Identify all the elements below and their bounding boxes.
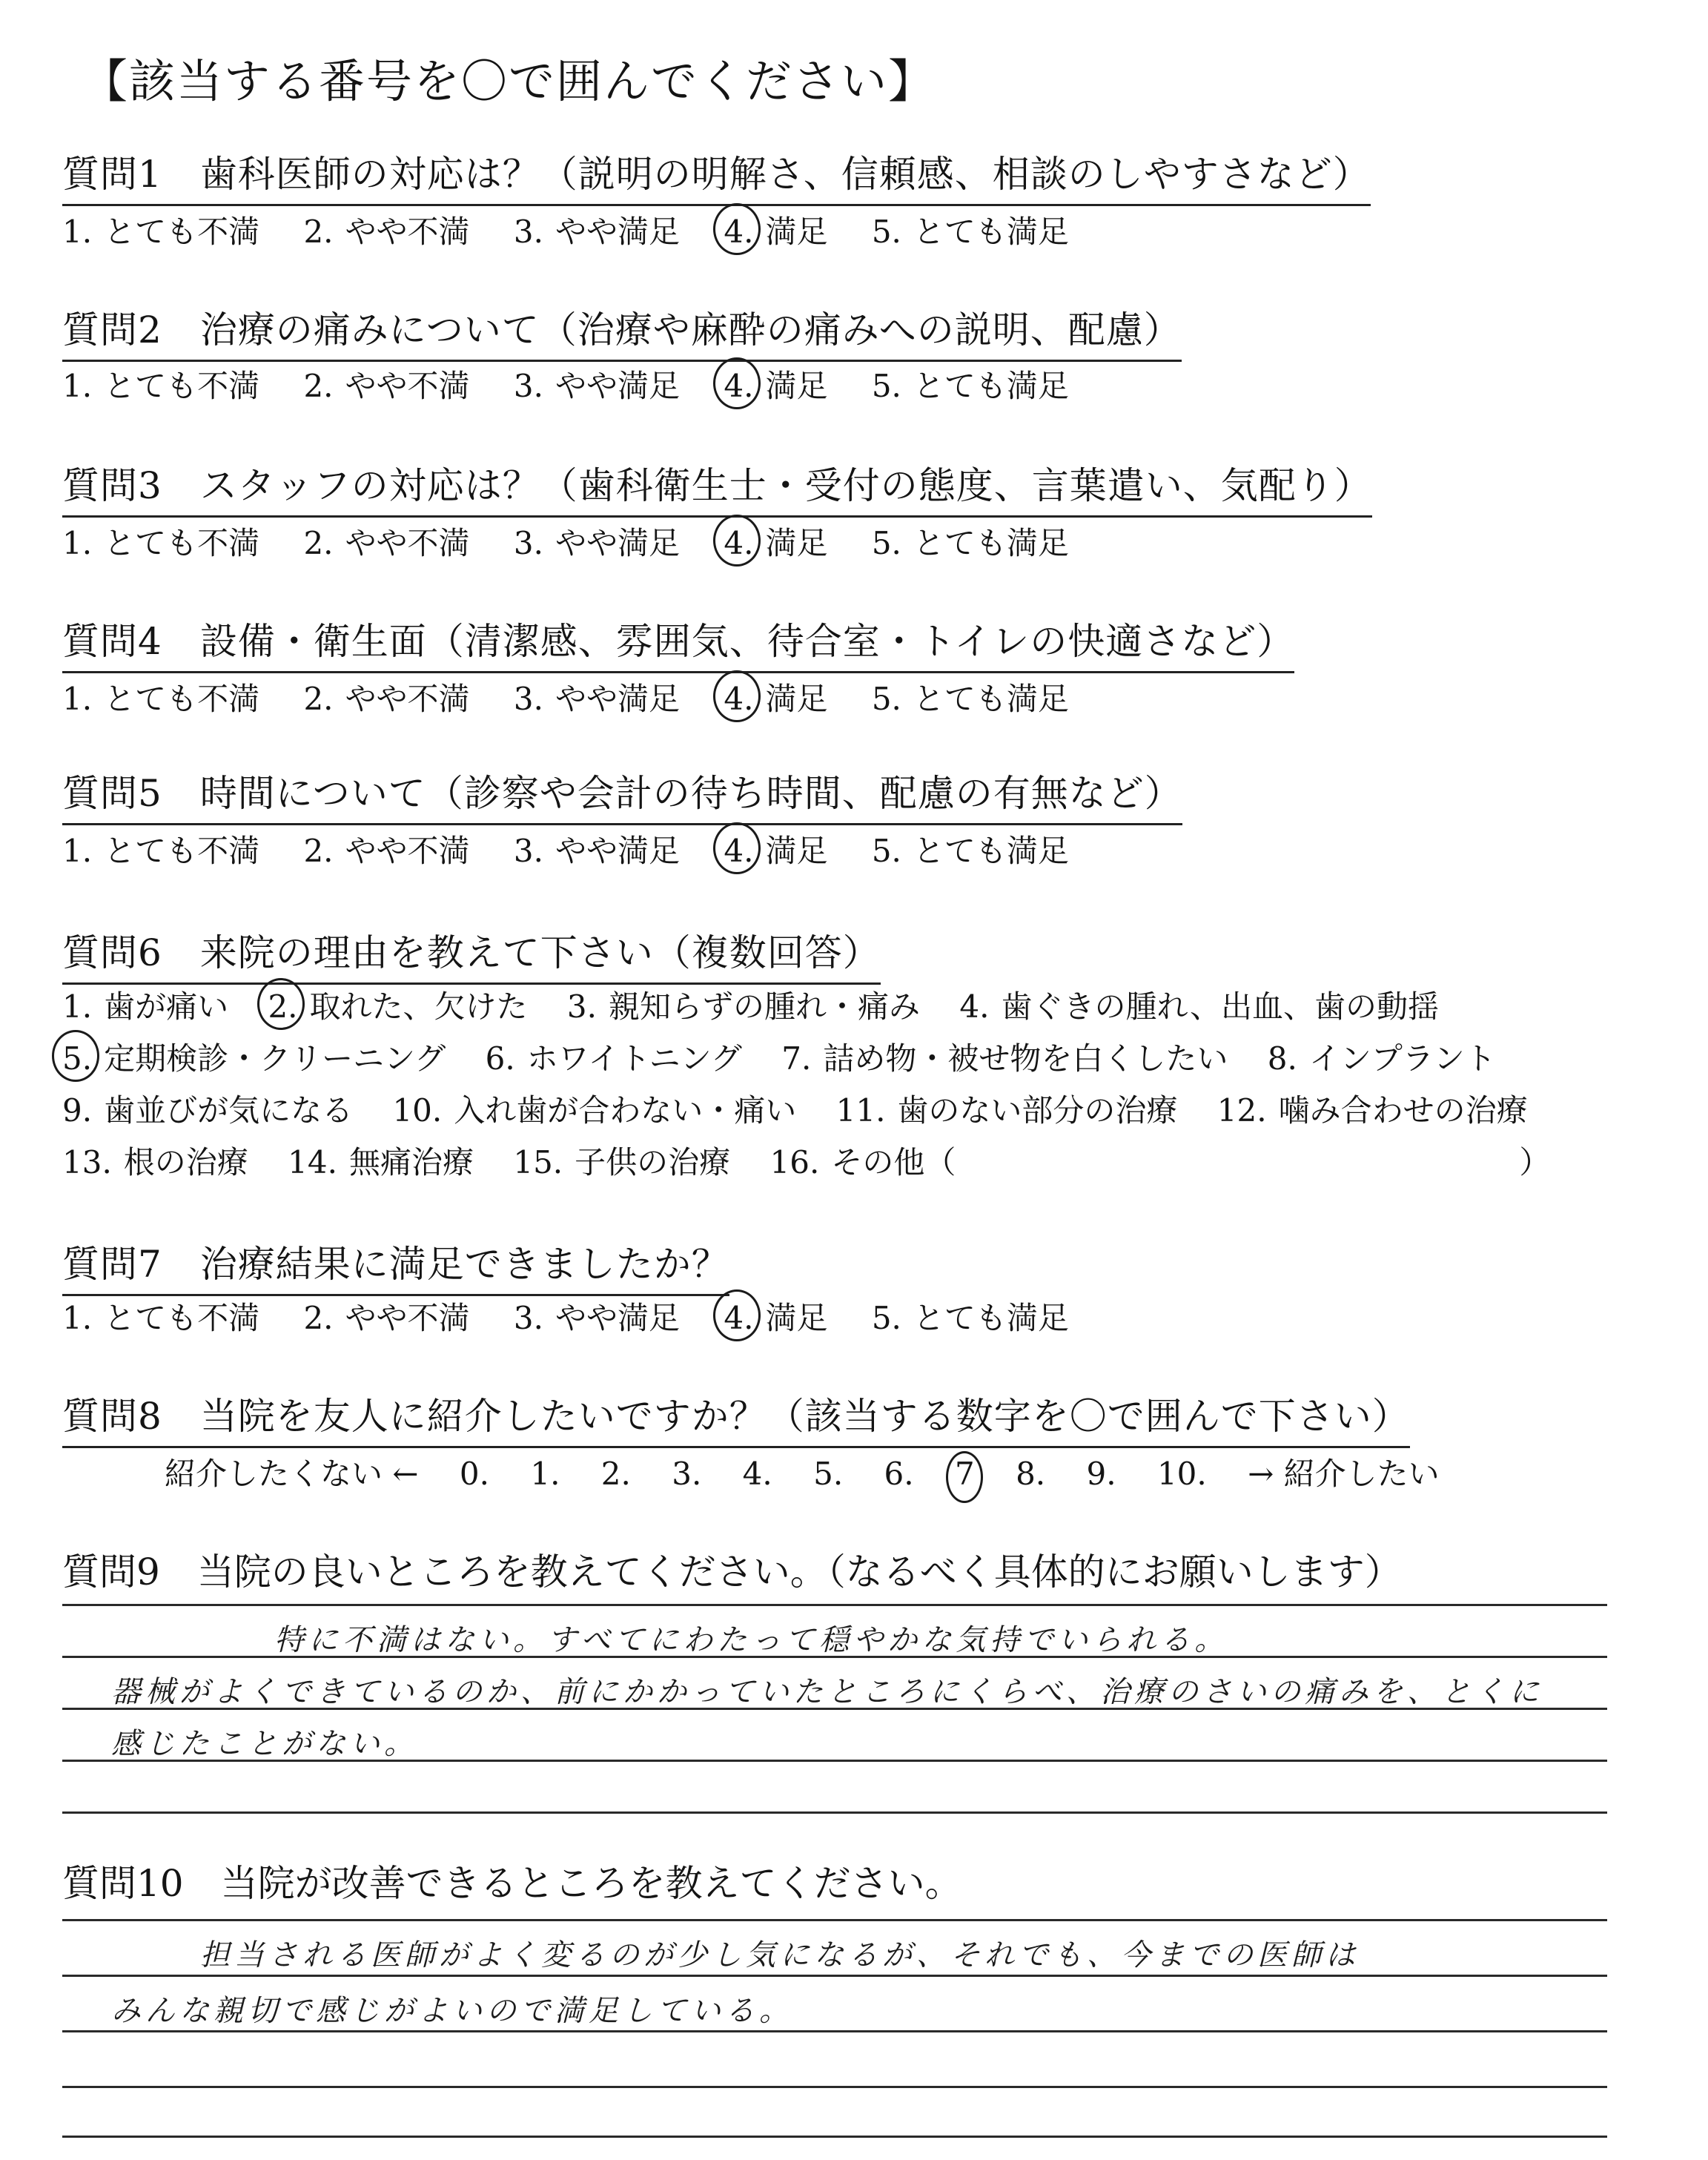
question-5-options [62, 827, 1103, 871]
q9-answer-line-3: 感じたことがない。 [111, 1727, 418, 1761]
question-7-text: 治療結果に満足できましたか？ [199, 1243, 729, 1286]
q3-option-3[interactable]: 3. やや満足 [513, 525, 680, 561]
question-4-options [62, 675, 1103, 719]
page-heading: 【該当する番号を〇で囲んでください】 [82, 54, 936, 108]
question-7-title [62, 1235, 729, 1296]
answer-line [62, 1811, 1607, 1814]
q8-score-5[interactable]: 5. [813, 1456, 844, 1492]
q8-score-0[interactable]: 0. [459, 1456, 489, 1492]
question-4-label: 質問4 [62, 620, 162, 663]
answer-line [62, 2086, 1607, 2088]
q3-option-2[interactable]: 2. やや不満 [303, 525, 470, 561]
q1-option-2[interactable]: 2. やや不満 [303, 214, 470, 250]
q6-option-9[interactable]: 9. 歯並びが気になる [62, 1092, 354, 1129]
q1-option-4[interactable]: 4. 満足 [724, 208, 827, 252]
q4-option-4[interactable]: 4. 満足 [724, 675, 827, 719]
q6-option-14[interactable]: 14. 無痛治療 [288, 1144, 474, 1180]
question-2-text: 治療の痛みについて（治療や麻酔の痛みへの説明、配慮） [199, 308, 1182, 351]
question-10-label: 質問10 [62, 1862, 184, 1905]
answer-line [62, 1919, 1607, 1921]
question-10-title [62, 1854, 962, 1907]
q6-option-4[interactable]: 4. 歯ぐきの腫れ、出血、歯の動揺 [959, 988, 1439, 1025]
question-5-label: 質問5 [62, 772, 162, 815]
answer-line [62, 2030, 1607, 2032]
q7-option-5[interactable]: 5. とても満足 [871, 1300, 1069, 1336]
answer-line [62, 1604, 1607, 1606]
question-6-title [62, 923, 881, 985]
q5-option-3[interactable]: 3. やや満足 [513, 833, 680, 869]
q8-score-8[interactable]: 8. [1016, 1456, 1046, 1492]
question-2-label: 質問2 [62, 308, 162, 351]
q8-right-label: → 紹介したい [1248, 1456, 1440, 1492]
q8-score-6[interactable]: 6. [884, 1456, 914, 1492]
q5-option-5[interactable]: 5. とても満足 [871, 833, 1069, 869]
question-1-text: 歯科医師の対応は？（説明の明解さ、信頼感、相談のしやすさなど） [199, 153, 1371, 196]
q2-option-5[interactable]: 5. とても満足 [871, 368, 1069, 404]
q8-score-2[interactable]: 2. [600, 1456, 631, 1492]
question-3-label: 質問3 [62, 464, 162, 507]
question-9-title [62, 1542, 1402, 1596]
q6-options-row-2 [62, 1034, 1526, 1079]
q5-option-4[interactable]: 4. 満足 [724, 827, 827, 871]
q6-option-6[interactable]: 6. ホワイトニング [485, 1040, 742, 1077]
q8-score-7[interactable]: 7 [955, 1456, 975, 1492]
q7-option-1[interactable]: 1. とても不満 [62, 1300, 260, 1336]
q6-option-11[interactable]: 11. 歯のない部分の治療 [835, 1092, 1178, 1129]
q6-option-3[interactable]: 3. 親知らずの腫れ・痛み [566, 988, 920, 1025]
q4-option-3[interactable]: 3. やや満足 [513, 681, 680, 717]
q4-option-1[interactable]: 1. とても不満 [62, 681, 260, 717]
q7-option-4[interactable]: 4. 満足 [724, 1294, 827, 1338]
q8-score-9[interactable]: 9. [1086, 1456, 1116, 1492]
q9-answer-line-2: 器械がよくできているのか、前にかかっていたところにくらべ、治療のさいの痛みを、とくに [111, 1675, 1543, 1709]
question-1-options [62, 208, 1103, 252]
q4-option-5[interactable]: 5. とても満足 [871, 681, 1069, 717]
answer-line [62, 1975, 1607, 1977]
question-8-title [62, 1387, 1410, 1448]
q5-option-1[interactable]: 1. とても不満 [62, 833, 260, 869]
question-5-text: 時間について（診察や会計の待ち時間、配慮の有無など） [199, 772, 1182, 815]
question-10-text: 当院が改善できるところを教えてください。 [220, 1862, 962, 1905]
q2-option-3[interactable]: 3. やや満足 [513, 368, 680, 404]
question-1-label: 質問1 [62, 153, 162, 196]
question-7-options [62, 1294, 1103, 1338]
q6-option-2[interactable]: 2. 取れた、欠けた [268, 982, 527, 1027]
q8-score-4[interactable]: 4. [742, 1456, 772, 1492]
question-2-title [62, 300, 1182, 362]
q3-option-5[interactable]: 5. とても満足 [871, 525, 1069, 561]
question-5-title [62, 764, 1182, 825]
q3-option-1[interactable]: 1. とても不満 [62, 525, 260, 561]
question-6-text: 来院の理由を教えて下さい（複数回答） [199, 931, 881, 974]
question-9-label: 質問9 [62, 1550, 160, 1593]
question-4-text: 設備・衛生面（清潔感、雰囲気、待合室・トイレの快適さなど） [199, 620, 1295, 663]
q10-answer-line-2: みんな親切で感じがよいので満足している。 [111, 1994, 793, 2028]
q6-option-16[interactable]: 16. その他（ ） [769, 1144, 1551, 1180]
q6-option-12[interactable]: 12. 噛み合わせの治療 [1217, 1092, 1528, 1129]
q1-option-1[interactable]: 1. とても不満 [62, 214, 260, 250]
q8-scale-row [165, 1450, 1471, 1494]
question-3-title [62, 456, 1372, 518]
q3-option-4[interactable]: 4. 満足 [724, 519, 827, 564]
q2-option-2[interactable]: 2. やや不満 [303, 368, 470, 404]
q6-options-row-4 [62, 1138, 1580, 1183]
q8-score-1[interactable]: 1. [530, 1456, 560, 1492]
question-7-label: 質問7 [62, 1243, 162, 1286]
question-8-text: 当院を友人に紹介したいですか？（該当する数字を〇で囲んで下さい） [199, 1395, 1410, 1438]
question-1-title [62, 145, 1371, 206]
q2-option-4[interactable]: 4. 満足 [724, 362, 827, 406]
q8-score-10[interactable]: 10. [1156, 1456, 1207, 1492]
q6-option-7[interactable]: 7. 詰め物・被せ物を白くしたい [781, 1040, 1228, 1077]
q6-option-8[interactable]: 8. インプラント [1267, 1040, 1496, 1077]
q10-answer-line-1: 担当される医師がよく変るのが少し気になるが、それでも、今までの医師は [200, 1938, 1360, 1972]
q8-score-3[interactable]: 3. [672, 1456, 702, 1492]
question-3-options [62, 519, 1103, 564]
q6-options-row-1 [62, 982, 1469, 1027]
q6-option-10[interactable]: 10. 入れ歯が合わない・痛い [392, 1092, 797, 1129]
q1-option-5[interactable]: 5. とても満足 [871, 214, 1069, 250]
q6-options-row-3 [62, 1086, 1558, 1131]
q8-left-label: 紹介したくない ← [165, 1456, 419, 1492]
question-4-title [62, 612, 1294, 673]
q6-option-13[interactable]: 13. 根の治療 [62, 1144, 248, 1180]
question-2-options [62, 362, 1103, 406]
q1-option-3[interactable]: 3. やや満足 [513, 214, 680, 250]
q7-option-3[interactable]: 3. やや満足 [513, 1300, 680, 1336]
q9-answer-line-1: 特に不満はない。すべてにわたって穏やかな気持でいられる。 [274, 1623, 1229, 1657]
q4-option-2[interactable]: 2. やや不満 [303, 681, 470, 717]
q5-option-2[interactable]: 2. やや不満 [303, 833, 470, 869]
q7-option-2[interactable]: 2. やや不満 [303, 1300, 470, 1336]
question-6-label: 質問6 [62, 931, 162, 974]
q6-option-15[interactable]: 15. 子供の治療 [513, 1144, 731, 1180]
question-3-text: スタッフの対応は？（歯科衛生士・受付の態度、言葉遣い、気配り） [199, 464, 1372, 507]
question-9-text: 当院の良いところを教えてください。（なるべく具体的にお願いします） [196, 1550, 1402, 1593]
q2-option-1[interactable]: 1. とても不満 [62, 368, 260, 404]
answer-line [62, 2136, 1607, 2138]
q6-option-1[interactable]: 1. 歯が痛い [62, 988, 229, 1025]
question-8-label: 質問8 [62, 1395, 162, 1438]
q6-option-5[interactable]: 5. 定期検診・クリーニング [62, 1034, 446, 1079]
